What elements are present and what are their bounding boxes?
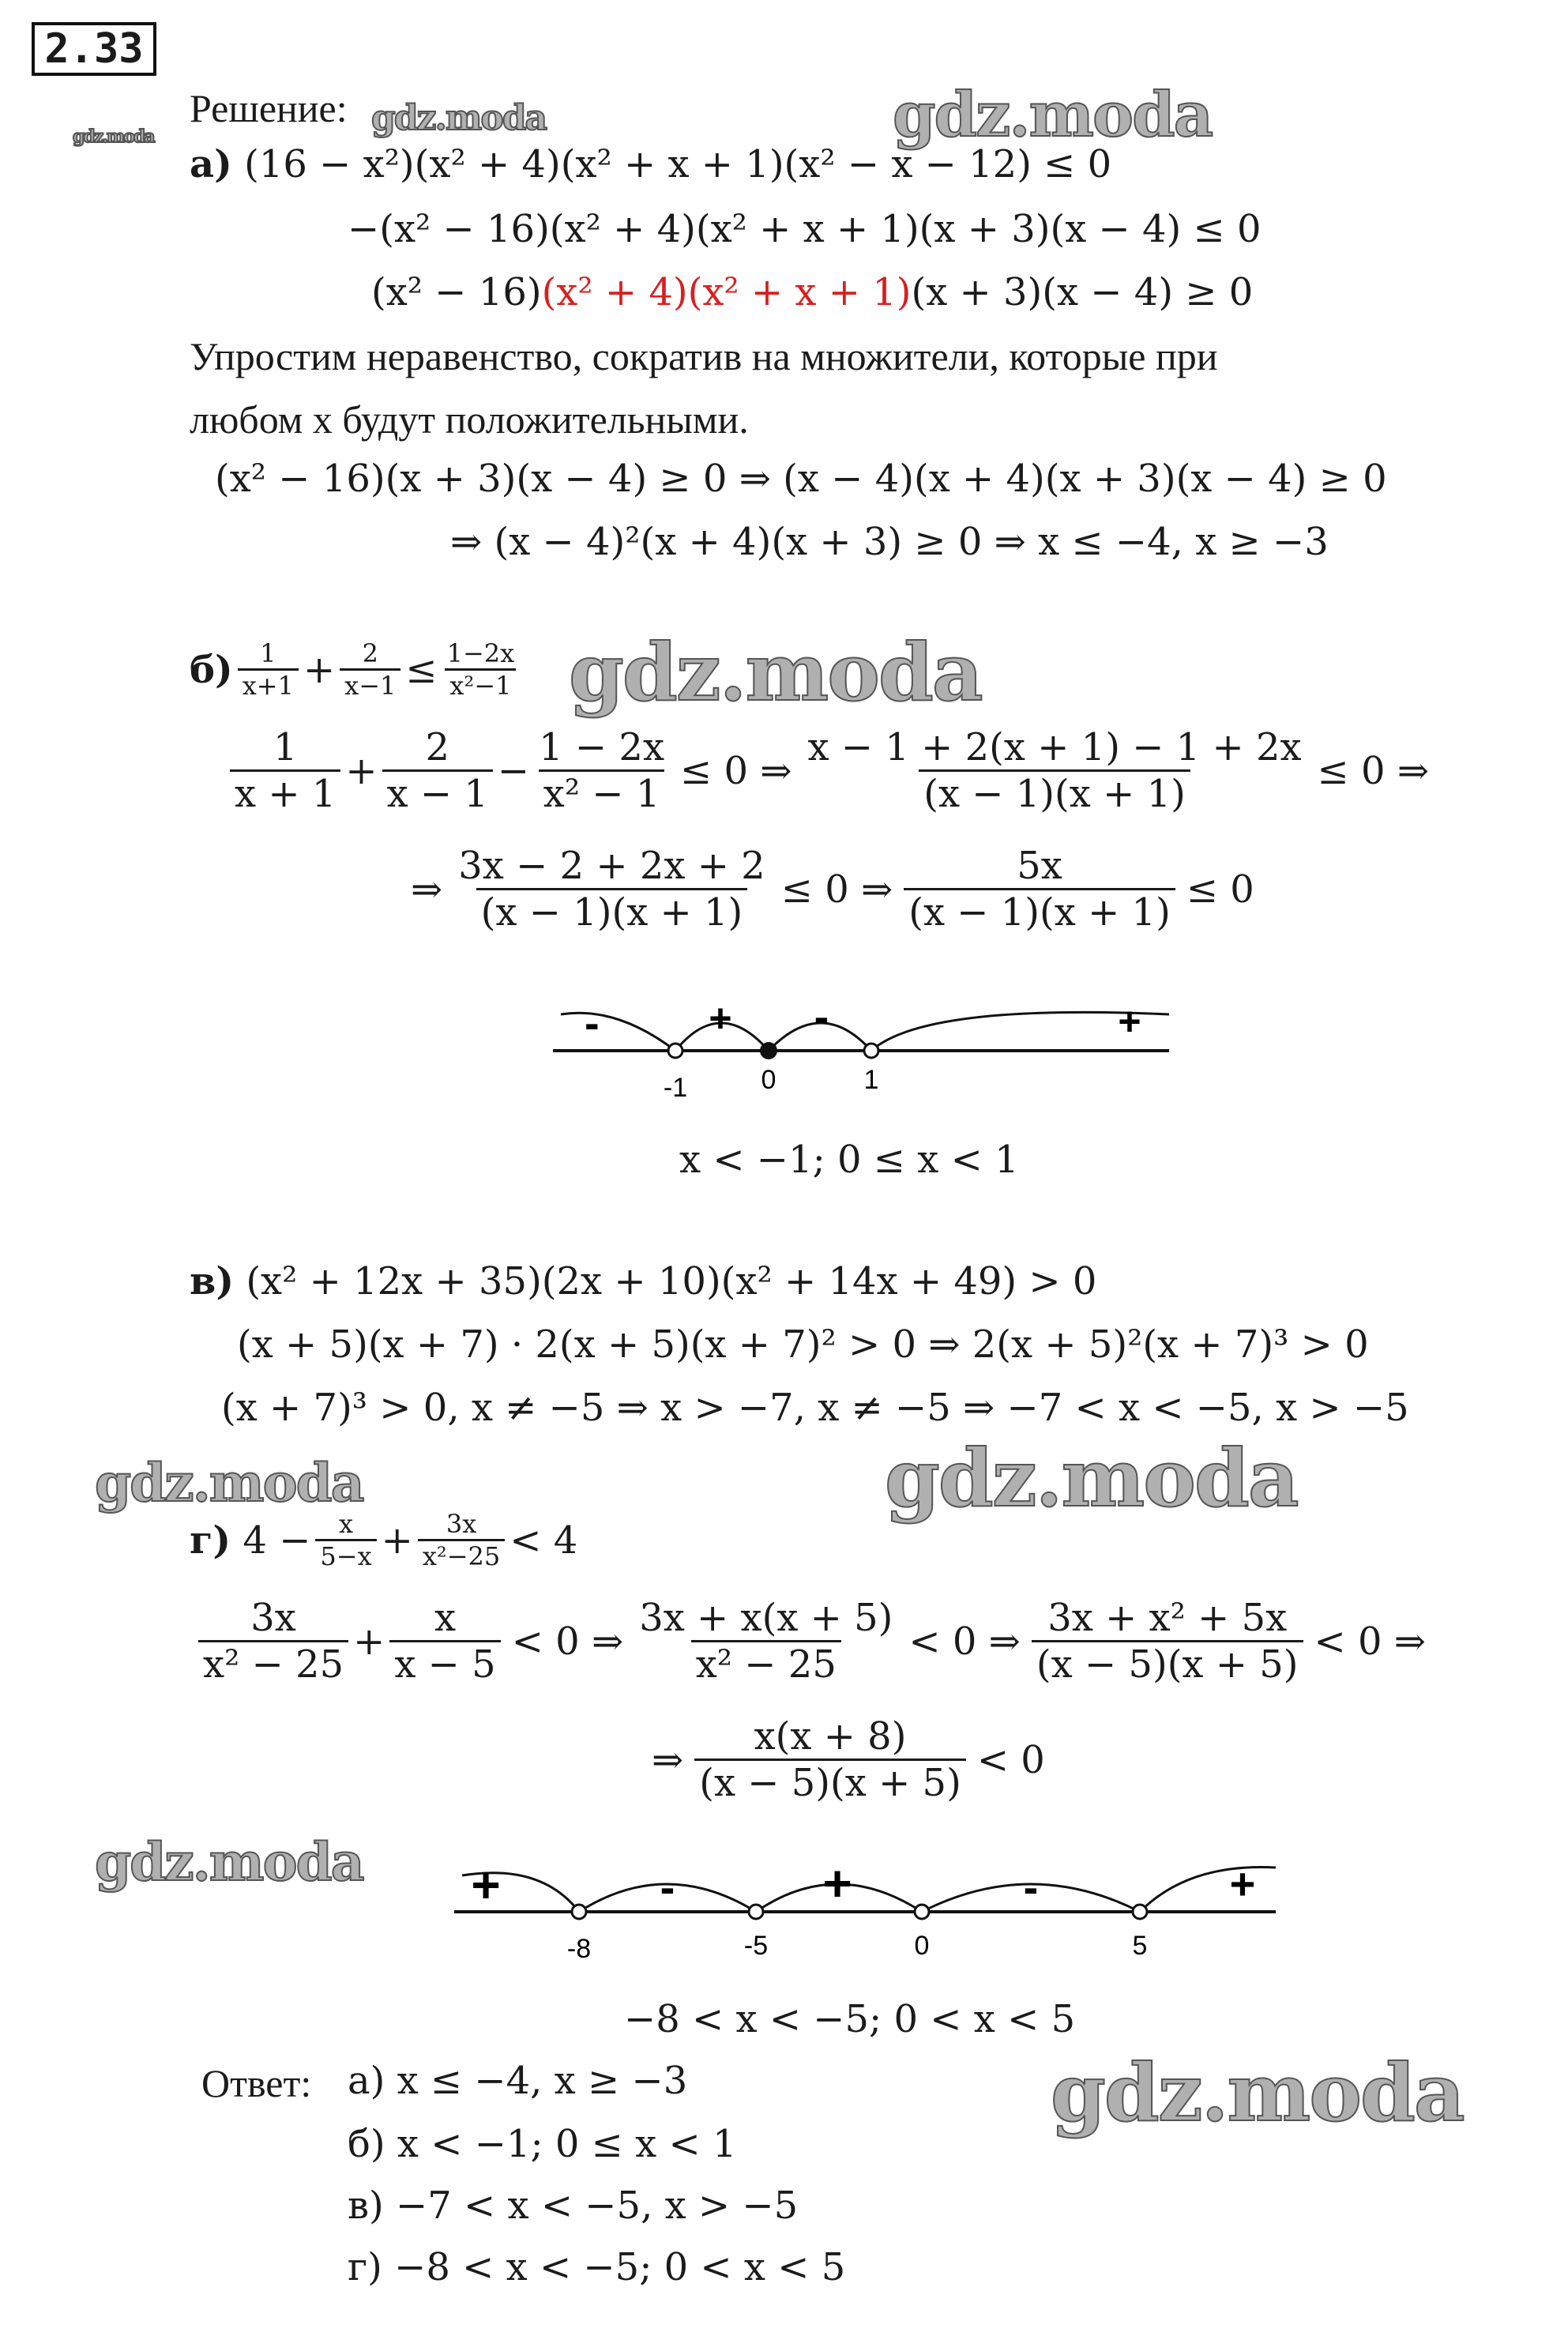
sign-label: + [1229, 1859, 1256, 1909]
answer-g: г) −8 < x < −5; 0 < x < 5 [348, 2245, 846, 2289]
sign-label: - [660, 1862, 675, 1912]
part-a-given: а) (16 − x²)(x² + 4)(x² + x + 1)(x² − x − 12) ≤ 0 [190, 142, 1112, 186]
point-label: 1 [863, 1065, 879, 1095]
sign-label: - [814, 991, 829, 1041]
part-v-line1: (x + 5)(x + 7) · 2(x + 5)(x + 7)² > 0 ⇒ 2(x + 5)²(x + 7)³ > 0 [237, 1322, 1369, 1367]
part-g-given: г) 4 − $\frac{x}{5-x}$ + $\frac{3x}{\text{x²−25}}$ < 4 [190, 1509, 578, 1571]
answer-b: б) x < −1; 0 ≤ x < 1 [348, 2122, 737, 2166]
part-g-result: −8 < x < −5; 0 < x < 5 [624, 1997, 1076, 2041]
solution-label: Решение: [190, 86, 348, 130]
problem-number: 2.33 [32, 22, 156, 76]
open-point [572, 1905, 586, 1919]
open-point [668, 1044, 682, 1058]
part-g-step1: $\frac{3x}{\text{x² − 25}}$ + $\frac{x}{x - 5}$ < 0 ⇒ $\frac{3x + x(x + 5)}{\text{x² − 25}}$ < 0 ⇒ $\frac{\text{3x + x² + 5x}}{(x - 5)(x + 5)}$ < 0 ⇒ [194, 1596, 1426, 1687]
part-v-line2: (x + 7)³ > 0, x ≠ −5 ⇒ x > −7, x ≠ −5 ⇒ −7 < x < −5, x > −5 [221, 1386, 1409, 1430]
part-a-text1: Упростим неравенство, сократив на множители, которые при [190, 334, 1218, 378]
point-label: -5 [743, 1931, 769, 1961]
watermark: gdz.moda [95, 1831, 363, 1893]
answer-a: а) x ≤ −4, x ≥ −3 [348, 2059, 688, 2103]
sign-label: + [822, 1855, 852, 1912]
sign-label: - [585, 998, 600, 1048]
watermark: gdz.moda [893, 79, 1213, 151]
part-a-text2: любом x будут положительными. [190, 397, 749, 442]
sign-label: + [471, 1856, 501, 1913]
watermark: gdz.moda [885, 1431, 1298, 1525]
point-label: 0 [914, 1931, 930, 1961]
part-a-line2: (x² − 16)(x² + 4)(x² + x + 1)(x + 3)(x − 4) ≥ 0 [371, 270, 1254, 314]
part-b-step2: ⇒ $\frac{3x - 2 + 2x + 2}{(x - 1)(x + 1)}$ ≤ 0 ⇒ $\frac{5x}{(x - 1)(x + 1)}$ ≤ 0 [411, 844, 1254, 935]
point-label: 5 [1132, 1931, 1148, 1961]
part-b-step1: $\frac{1}{x + 1}$ + $\frac{2}{x - 1}$ − $\frac{1 - 2x}{\text{x² − 1}}$ ≤ 0 ⇒ $\frac{x - 1 + 2(x + 1) - 1 + 2x}{(x - 1)(x + 1)}$ ≤ 0 ⇒ [225, 725, 1429, 816]
answer-label: Ответ: [201, 2061, 312, 2105]
watermark: gdz.moda [569, 626, 982, 719]
sign-label: + [1118, 999, 1141, 1044]
sign-label: + [709, 996, 732, 1040]
part-a-line3: (x² − 16)(x + 3)(x − 4) ≥ 0 ⇒ (x − 4)(x + 4)(x + 3)(x − 4) ≥ 0 [215, 457, 1387, 501]
point-label: 0 [761, 1065, 776, 1095]
open-point [864, 1044, 878, 1058]
part-v-given: в) (x² + 12x + 35)(2x + 10)(x² + 14x + 49) > 0 [190, 1259, 1097, 1303]
sign-label: - [1023, 1862, 1039, 1912]
part-a-line1: −(x² − 16)(x² + 4)(x² + x + 1)(x + 3)(x − 4) ≤ 0 [348, 207, 1262, 251]
watermark: gdz.moda [371, 98, 547, 138]
number-line-b [545, 986, 1193, 1120]
point-label: -1 [663, 1073, 688, 1103]
part-g-step2: ⇒ $\frac{x(x + 8)}{(x - 5)(x + 5)}$ < 0 [652, 1714, 1045, 1805]
part-a-line4: ⇒ (x − 4)²(x + 4)(x + 3) ≥ 0 ⇒ x ≤ −4, x ≥ −3 [450, 520, 1329, 564]
watermark: gdz.moda [1051, 2046, 1464, 2139]
point-label: -8 [566, 1934, 592, 1964]
closed-point [760, 1042, 777, 1059]
watermark-small: gdz.moda [73, 126, 154, 147]
open-point [915, 1905, 929, 1919]
open-point [1133, 1905, 1147, 1919]
open-point [749, 1905, 763, 1919]
positive-factors: (x² + 4)(x² + x + 1) [541, 270, 912, 314]
part-b-result: x < −1; 0 ≤ x < 1 [679, 1138, 1019, 1182]
watermark: gdz.moda [95, 1452, 363, 1514]
part-b-given: б) $\frac{1}{x+1}$ + $\frac{2}{x-1}$ ≤ $\frac{1-2x}{\text{x²−1}}$ [190, 638, 524, 701]
number-line-g [446, 1839, 1284, 1973]
answer-v: в) −7 < x < −5, x > −5 [348, 2184, 799, 2228]
